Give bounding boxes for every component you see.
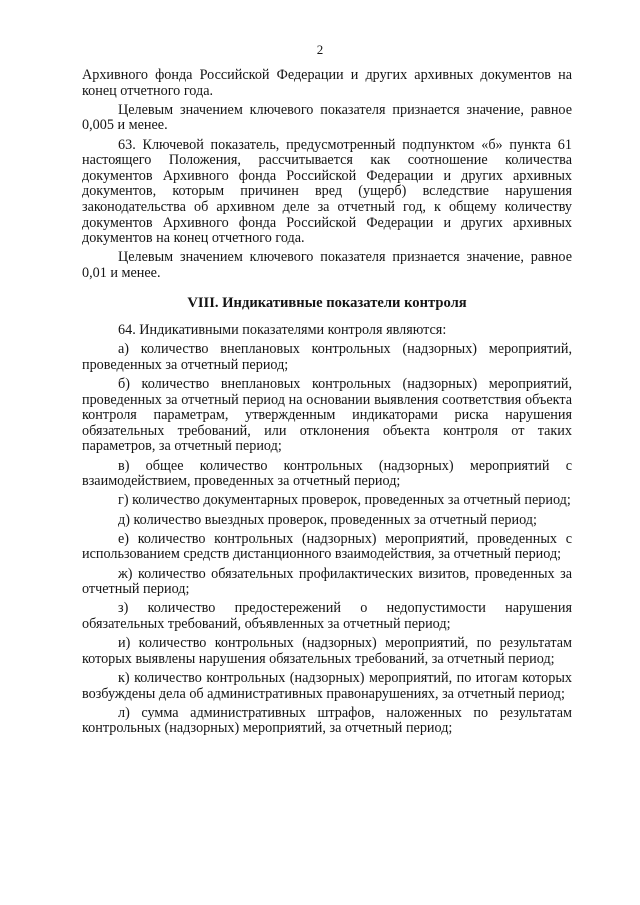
list-item: з) количество предостережений о недопустимости нарушения обязательных требований, объявленных за отчетный период; bbox=[82, 600, 572, 632]
paragraph: Целевым значением ключевого показателя признается значение, равное 0,005 и менее. bbox=[82, 101, 572, 134]
list-item: в) общее количество контрольных (надзорных) мероприятий с взаимодействием, проведенных за отчетный период; bbox=[82, 457, 572, 490]
section-heading: VIII. Индикативные показатели контроля bbox=[187, 294, 467, 311]
list-item: б) количество внеплановых контрольных (надзорных) мероприятий, проведенных за отчетный период на основании выявления соответствия объекта контроля параметрам, утвержденным индикаторами риска нарушения обязательных требований, или отклонения объекта контроля от таких параметров, за отчетный период; bbox=[82, 376, 572, 455]
list-item: е) количество контрольных (надзорных) мероприятий, проведенных с использованием средств дистанционного взаимодействия, за отчетный период; bbox=[82, 530, 572, 563]
list-item: и) количество контрольных (надзорных) мероприятий, по результатам которых выявлены нарушения обязательных требований, за отчетный период; bbox=[82, 635, 572, 667]
list-item: а) количество внеплановых контрольных (надзорных) мероприятий, проведенных за отчетный период; bbox=[82, 341, 572, 373]
page-number: 2 bbox=[316, 42, 324, 57]
list-item: д) количество выездных проверок, проведенных за отчетный период; bbox=[118, 511, 537, 528]
paragraph: 63. Ключевой показатель, предусмотренный подпунктом «б» пункта 61 настоящего Положения, рассчитывается как соотношение количества документов Архивного фонда Российской Федерации и других архивных документов, которым причинен вред (ущерб) вследствие нарушения законодательства об архивном деле за отчетный год, к общему количеству документов Архивного фонда Российской Федерации и других архивных документов на конец отчетного года. bbox=[82, 136, 572, 247]
document-body bbox=[82, 68, 572, 740]
list-item: к) количество контрольных (надзорных) мероприятий, по итогам которых возбуждены дела об административных правонарушениях, за отчетный период; bbox=[82, 669, 572, 702]
paragraph: 64. Индикативными показателями контроля являются: bbox=[118, 322, 447, 339]
paragraph: Целевым значением ключевого показателя признается значение, равное 0,01 и менее. bbox=[82, 249, 572, 281]
list-item: л) сумма административных штрафов, наложенных по результатам контрольных (надзорных) мероприятий, за отчетный период; bbox=[82, 704, 572, 737]
list-item: ж) количество обязательных профилактических визитов, проведенных за отчетный период; bbox=[82, 565, 572, 598]
list-item: г) количество документарных проверок, проведенных за отчетный период; bbox=[118, 492, 571, 509]
paragraph: Архивного фонда Российской Федерации и других архивных документов на конец отчетного года. bbox=[82, 67, 572, 99]
